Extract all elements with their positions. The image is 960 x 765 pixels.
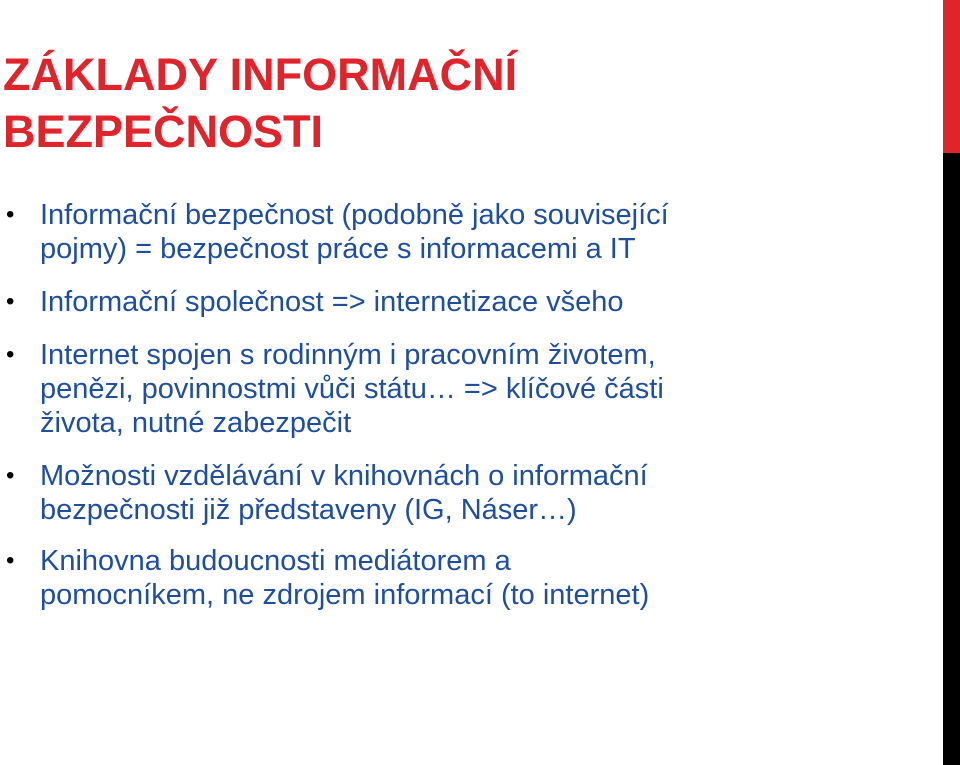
bullet-line: penězi, povinnostmi vůči státu… => klíčové části bbox=[40, 373, 664, 405]
bullet-line: života, nutné zabezpečit bbox=[40, 407, 352, 439]
bullet-item bbox=[0, 338, 900, 440]
bullet-dot-icon: • bbox=[6, 462, 15, 489]
bullet-item bbox=[0, 198, 900, 266]
bullet-dot-icon: • bbox=[6, 288, 15, 315]
bullet-line: Internet spojen s rodinným i pracovním životem, bbox=[40, 339, 656, 371]
bullet-line: pojmy) = bezpečnost práce s informacemi a IT bbox=[40, 233, 636, 265]
right-edge-accent bbox=[943, 0, 960, 153]
bullet-text bbox=[40, 338, 900, 440]
bullet-dot-icon: • bbox=[6, 341, 15, 368]
bullet-line: Knihovna budoucnosti mediátorem a bbox=[40, 545, 511, 577]
bullet-line: Informační společnost => internetizace všeho bbox=[40, 286, 624, 318]
bullet-item bbox=[0, 285, 900, 319]
bullet-dot-icon: • bbox=[6, 547, 15, 574]
bullet-list bbox=[0, 198, 900, 612]
bullet-text bbox=[40, 544, 900, 612]
bullet-line: Možnosti vzdělávání v knihovnách o informační bbox=[40, 460, 648, 492]
bullet-text bbox=[40, 285, 900, 319]
bullet-text bbox=[40, 198, 900, 266]
bullet-item bbox=[0, 544, 900, 612]
bullet-item bbox=[0, 459, 900, 527]
slide-title-line: ZÁKLADY INFORMAČNÍ bbox=[3, 49, 518, 100]
bullet-dot-icon: • bbox=[6, 201, 15, 228]
slide-title-line: BEZPEČNOSTI bbox=[3, 106, 324, 157]
bullet-line: bezpečnosti již představeny (IG, Náser…) bbox=[40, 494, 577, 526]
bullet-text bbox=[40, 459, 900, 527]
bullet-line: Informační bezpečnost (podobně jako související bbox=[40, 199, 669, 231]
bullet-line: pomocníkem, ne zdrojem informací (to internet) bbox=[40, 579, 650, 611]
slide-title bbox=[3, 46, 903, 160]
